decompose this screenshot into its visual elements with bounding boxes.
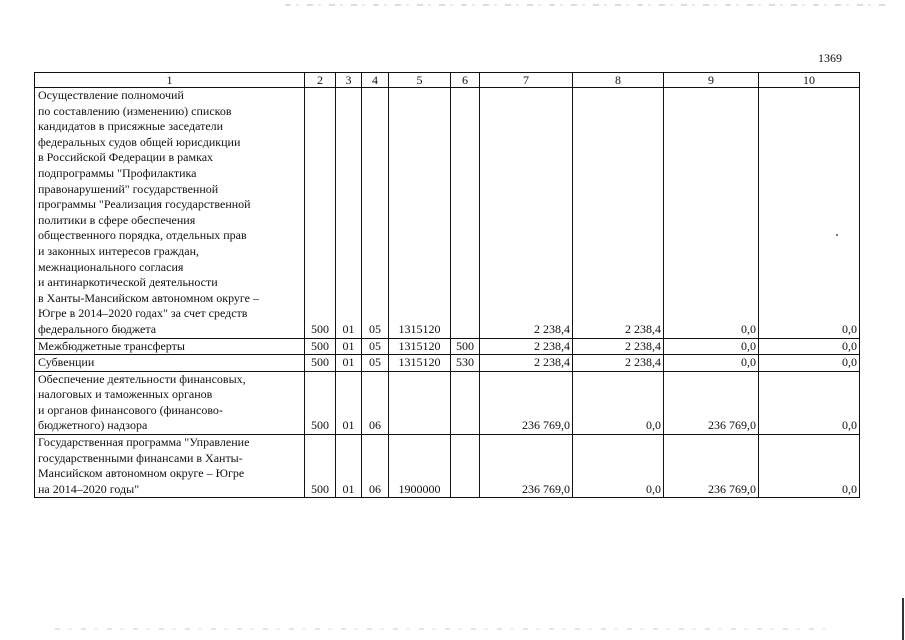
table-row	[35, 355, 860, 372]
cell-col-6: 500	[451, 338, 480, 355]
header-row	[35, 73, 860, 88]
cell-col-5: 1315120	[389, 355, 451, 372]
row-name: Осуществление полномочий по составлению (изменению) списков кандидатов в присяжные заседатели федеральных судов общей юрисдикции в Российской Федерации в рамках подпрограммы "Профилактика правонарушений" государственной программы "Реализация государственной политики в сфере обеспечения общественного порядка, отдельных прав и законных интересов граждан, межнационального согласия и антинаркотической деятельности в Ханты-Мансийском автономном округе – Югре в 2014–2020 годах" за счет средств федерального бюджета	[35, 88, 305, 339]
col-header-6: 6	[451, 73, 480, 88]
table-row	[35, 371, 860, 434]
cell-col-5: 1315120	[389, 88, 451, 339]
cell-col-3: 01	[336, 435, 362, 498]
budget-table	[34, 72, 860, 498]
cell-col-8: 2 238,4	[573, 355, 664, 372]
scan-noise-top	[285, 4, 885, 6]
cell-col-9: 236 769,0	[664, 371, 759, 434]
row-name: Межбюджетные трансферты	[35, 338, 305, 355]
cell-col-10: 0,0	[759, 338, 860, 355]
scan-edge-mark	[902, 598, 904, 640]
cell-col-7: 236 769,0	[480, 435, 573, 498]
cell-col-3: 01	[336, 88, 362, 339]
cell-col-4: 05	[362, 88, 389, 339]
cell-col-4: 06	[362, 435, 389, 498]
cell-col-6	[451, 435, 480, 498]
row-name: Обеспечение деятельности финансовых, налоговых и таможенных органов и органов финансового (финансово- бюджетного) надзора	[35, 371, 305, 434]
cell-col-6	[451, 371, 480, 434]
col-header-8: 8	[573, 73, 664, 88]
cell-col-2: 500	[305, 371, 336, 434]
cell-col-8: 0,0	[573, 435, 664, 498]
table-row	[35, 88, 860, 339]
cell-col-9: 0,0	[664, 355, 759, 372]
cell-col-3: 01	[336, 338, 362, 355]
col-header-2: 2	[305, 73, 336, 88]
cell-col-2: 500	[305, 355, 336, 372]
cell-col-2: 500	[305, 88, 336, 339]
cell-col-5: 1900000	[389, 435, 451, 498]
cell-col-10: 0,0	[759, 435, 860, 498]
row-name: Субвенции	[35, 355, 305, 372]
col-header-4: 4	[362, 73, 389, 88]
cell-col-8: 2 238,4	[573, 338, 664, 355]
cell-col-6	[451, 88, 480, 339]
col-header-1: 1	[35, 73, 305, 88]
cell-col-7: 2 238,4	[480, 355, 573, 372]
table-row	[35, 338, 860, 355]
cell-col-2: 500	[305, 338, 336, 355]
col-header-10: 10	[759, 73, 860, 88]
col-header-9: 9	[664, 73, 759, 88]
cell-col-7: 2 238,4	[480, 88, 573, 339]
cell-col-7: 236 769,0	[480, 371, 573, 434]
col-header-5: 5	[389, 73, 451, 88]
scan-speck	[836, 234, 838, 236]
cell-col-5	[389, 371, 451, 434]
cell-col-4: 05	[362, 355, 389, 372]
cell-col-9: 0,0	[664, 88, 759, 339]
cell-col-3: 01	[336, 355, 362, 372]
cell-col-3: 01	[336, 371, 362, 434]
cell-col-5: 1315120	[389, 338, 451, 355]
cell-col-7: 2 238,4	[480, 338, 573, 355]
cell-col-10: 0,0	[759, 355, 860, 372]
table-row	[35, 435, 860, 498]
cell-col-8: 2 238,4	[573, 88, 664, 339]
cell-col-9: 236 769,0	[664, 435, 759, 498]
cell-col-6: 530	[451, 355, 480, 372]
col-header-3: 3	[336, 73, 362, 88]
cell-col-10: 0,0	[759, 371, 860, 434]
cell-col-4: 06	[362, 371, 389, 434]
cell-col-8: 0,0	[573, 371, 664, 434]
col-header-7: 7	[480, 73, 573, 88]
page-number: 1369	[818, 51, 842, 65]
cell-col-9: 0,0	[664, 338, 759, 355]
scan-noise-bottom	[55, 628, 835, 630]
cell-col-2: 500	[305, 435, 336, 498]
cell-col-4: 05	[362, 338, 389, 355]
row-name: Государственная программа "Управление государственными финансами в Ханты- Мансийском автономном округе – Югре на 2014–2020 годы"	[35, 435, 305, 498]
cell-col-10: 0,0	[759, 88, 860, 339]
